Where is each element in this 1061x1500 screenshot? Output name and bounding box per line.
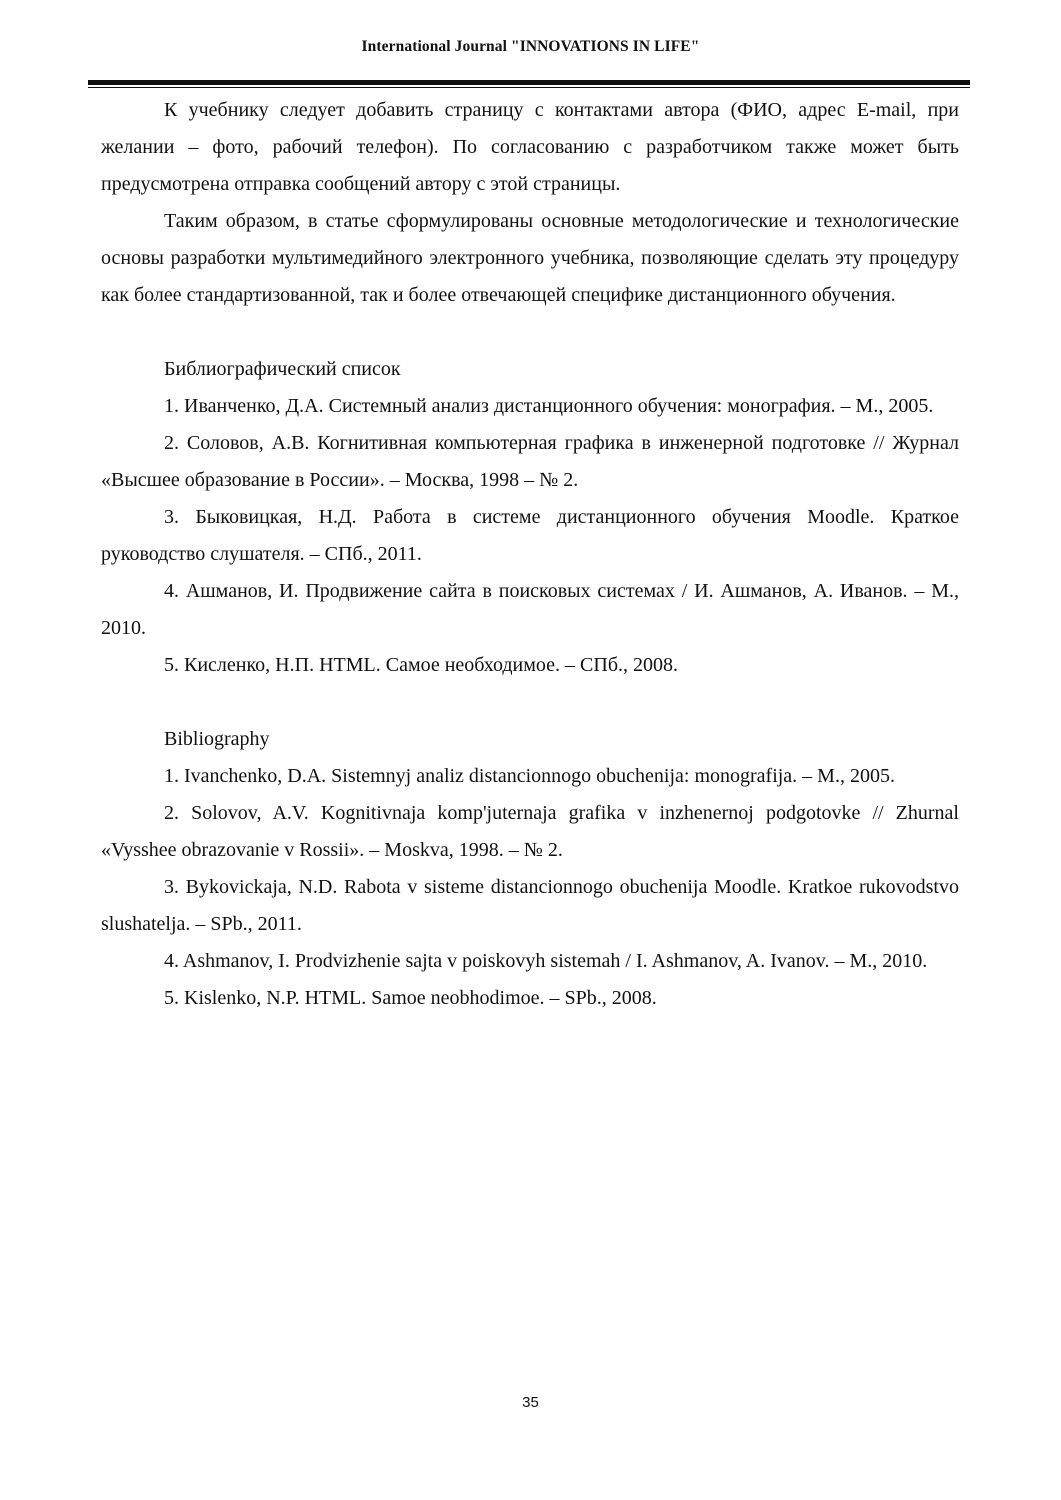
page-content <box>101 92 959 1017</box>
journal-title: International Journal "INNOVATIONS IN LIFE" <box>361 38 700 55</box>
header-rule-thin <box>88 87 970 88</box>
bibliography-ru-item: 3. Быковицкая, Н.Д. Работа в системе дистанционного обучения Moodle. Краткое руководство слушателя. – СПб., 2011. <box>101 506 959 565</box>
page-number: 35 <box>522 1394 539 1411</box>
bibliography-en-item: 3. Bykovickaja, N.D. Rabota v sisteme distancionnogo obuchenija Moodle. Kratkoe rukovodstvo slushatelja. – SPb., 2011. <box>101 876 959 935</box>
bibliography-ru-heading: Библиографический список <box>164 358 401 380</box>
body-paragraph-conclusion: Таким образом, в статье сформулированы основные методологические и технологические основы разработки мультимедийного электронного учебника, позволяющие сделать эту процедуру как более стандартизованной, так и более отвечающей специфике дистанционного обучения. <box>101 210 959 306</box>
bibliography-ru-item: 4. Ашманов, И. Продвижение сайта в поисковых системах / И. Ашманов, А. Иванов. – М., 2010. <box>101 580 959 639</box>
bibliography-ru-item: 1. Иванченко, Д.А. Системный анализ дистанционного обучения: монография. – М., 2005. <box>164 395 934 417</box>
bibliography-en-item: 5. Kislenko, N.P. HTML. Samoe neobhodimoe. – SPb., 2008. <box>164 987 657 1009</box>
header-rule-thick <box>88 80 970 85</box>
bibliography-ru-item: 2. Соловов, А.В. Когнитивная компьютерная графика в инженерной подготовке // Журнал «Высшее образование в России». – Москва, 1998 – № 2. <box>101 432 959 491</box>
bibliography-en-item: 1. Ivanchenko, D.A. Sistemnyj analiz distancionnogo obuchenija: monografija. – M., 2005. <box>164 765 895 787</box>
bibliography-en-item: 4. Ashmanov, I. Prodvizhenie sajta v poiskovyh sistemah / I. Ashmanov, A. Ivanov. – M., 2010. <box>164 950 928 972</box>
bibliography-ru-item: 5. Кисленко, Н.П. HTML. Самое необходимое. – СПб., 2008. <box>164 654 678 676</box>
bibliography-en-heading: Bibliography <box>164 728 270 750</box>
bibliography-en-item: 2. Solovov, A.V. Kognitivnaja komp'juternaja grafika v inzhenernoj podgotovke // Zhurnal «Vysshee obrazovanie v Rossii». – Moskva, 1998. – № 2. <box>101 802 959 861</box>
body-paragraph-contacts: К учебнику следует добавить страницу с контактами автора (ФИО, адрес E-mail, при желании – фото, рабочий телефон). По согласованию с разработчиком также может быть предусмотрена отправка сообщений автору с этой страницы. <box>101 99 959 195</box>
